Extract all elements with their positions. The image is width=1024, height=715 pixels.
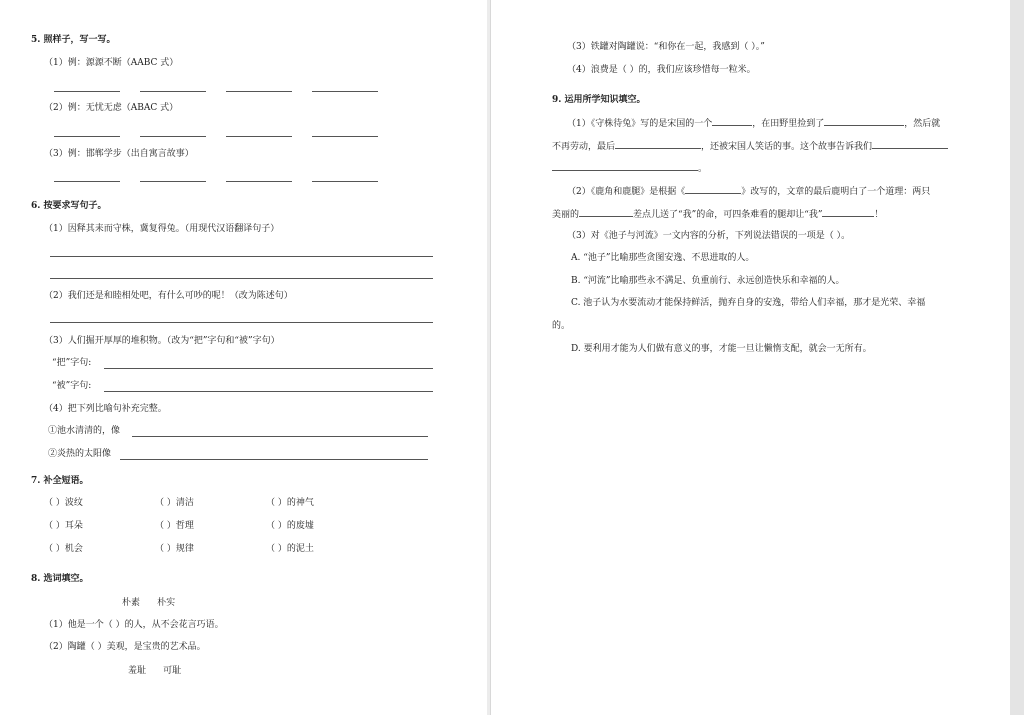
simile-a: ①池水清清的，像 [48, 426, 121, 436]
ba-sentence-label: “把”字句: [52, 358, 92, 368]
answer-line[interactable] [54, 136, 120, 137]
answer-line[interactable] [226, 181, 292, 182]
answer-line[interactable] [226, 91, 292, 92]
q5-example-1: （1）例：源源不断（AABC 式） [44, 58, 179, 68]
option-b[interactable]: B. “河流”比喻那些永不满足、负重前行、永远创造快乐和幸福的人。 [571, 276, 845, 286]
answer-blank[interactable] [615, 139, 701, 149]
answer-blank[interactable] [579, 207, 633, 217]
q9-p1-text: 。 [698, 164, 708, 174]
answer-line[interactable] [104, 391, 433, 392]
q9-part1-line3 [552, 161, 707, 175]
answer-line[interactable] [50, 322, 433, 323]
q8-sentence-3[interactable]: （3）铁罐对陶罐说：“和你在一起，我感到（ ）。” [567, 42, 765, 52]
phrase[interactable]: （ ）机会 [44, 544, 83, 554]
answer-line[interactable] [54, 91, 120, 92]
answer-blank[interactable] [552, 161, 698, 171]
answer-line[interactable] [140, 91, 206, 92]
answer-line[interactable] [120, 459, 428, 460]
answer-line[interactable] [50, 278, 433, 279]
q9-title: 9. 运用所学知识填空。 [552, 95, 646, 105]
word-choices-1: 朴素 朴实 [122, 598, 176, 608]
option-d[interactable]: D. 要利用才能为人们做有意义的事，才能一旦让懒惰支配，就会一无所有。 [571, 344, 872, 354]
phrase[interactable]: （ ）耳朵 [44, 521, 83, 531]
word-choices-2: 羞耻 可耻 [128, 666, 182, 676]
answer-line[interactable] [312, 136, 378, 137]
option-c[interactable]: C. 池子认为水要流动才能保持鲜活，抛弃自身的安逸，带给人们幸福，那才是光荣、幸福 [571, 298, 926, 308]
q9-p2-text: ！ [874, 210, 884, 220]
phrase[interactable]: （ ）清洁 [155, 498, 194, 508]
answer-line[interactable] [312, 91, 378, 92]
q9-p2-text: 》改写的，文章的最后鹿明白了一个道理：两只 [741, 187, 931, 197]
q6-sentence-2: （2）我们还是和睦相处吧，有什么可吵的呢！（改为陈述句） [44, 291, 293, 301]
viewer-margin [1010, 0, 1024, 715]
q9-p1-text: ，还被宋国人笑话的事。这个故事告诉我们 [701, 142, 873, 152]
option-c-cont: 的。 [552, 321, 571, 331]
q9-p2-text: 美丽的 [552, 210, 580, 220]
phrase[interactable]: （ ）波纹 [44, 498, 83, 508]
answer-line[interactable] [226, 136, 292, 137]
q9-part3[interactable]: （3）对《池子与河流》一文内容的分析，下列说法错误的一项是（ ）。 [567, 231, 851, 241]
answer-line[interactable] [312, 181, 378, 182]
answer-blank[interactable] [822, 207, 874, 217]
q9-p1-text: ，然后就 [904, 119, 941, 129]
answer-blank[interactable] [685, 184, 741, 194]
q9-part2-line1 [567, 184, 930, 198]
q9-p1-text: ，在田野里捡到了 [752, 119, 825, 129]
q8-sentence-2[interactable]: （2）陶罐（ ）美观，是宝贵的艺术品。 [44, 642, 206, 652]
answer-blank[interactable] [824, 116, 904, 126]
q6-sentence-3: （3）人们掘开厚厚的堆积物。（改为“把”字句和“被”字句） [44, 336, 280, 346]
q9-part1-line2 [552, 139, 948, 153]
option-a[interactable]: A. “池子”比喻那些贪图安逸、不思进取的人。 [571, 253, 755, 263]
answer-line[interactable] [132, 436, 428, 437]
q8-sentence-1[interactable]: （1）他是一个（ ）的人，从不会花言巧语。 [44, 620, 224, 630]
q8-sentence-4[interactable]: （4）浪费是（ ）的，我们应该珍惜每一粒米。 [567, 65, 756, 75]
right-page [490, 0, 1011, 715]
phrase[interactable]: （ ）的泥土 [266, 544, 314, 554]
q9-p2-text: （2）《鹿角和鹿腿》是根据《 [567, 187, 686, 197]
left-page [0, 0, 487, 715]
phrase[interactable]: （ ）规律 [155, 544, 194, 554]
bei-sentence-label: “被”字句: [52, 381, 92, 391]
q9-p1-text: （1）《守株待兔》写的是宋国的一个 [567, 119, 713, 129]
q6-sentence-1: （1）因释其耒而守株，冀复得兔。（用现代汉语翻译句子） [44, 224, 280, 234]
q9-part1-line1 [567, 116, 940, 130]
q5-example-2: （2）例：无忧无虑（ABAC 式） [44, 103, 179, 113]
answer-line[interactable] [54, 181, 120, 182]
phrase[interactable]: （ ）哲理 [155, 521, 194, 531]
q8-title: 8. 选词填空。 [31, 574, 89, 584]
q6-sentence-4: （4）把下列比喻句补充完整。 [44, 404, 167, 414]
q5-title: 5. 照样子，写一写。 [31, 35, 116, 45]
answer-line[interactable] [140, 181, 206, 182]
q9-p1-text: 不再劳动，最后 [552, 142, 616, 152]
answer-blank[interactable] [712, 116, 752, 126]
q5-example-3: （3）例：邯郸学步（出自寓言故事） [44, 149, 194, 159]
q9-part2-line2 [552, 207, 883, 221]
simile-b: ②炎热的太阳像 [48, 449, 112, 459]
answer-line[interactable] [50, 256, 433, 257]
phrase[interactable]: （ ）的废墟 [266, 521, 314, 531]
q9-p2-text: 差点儿送了“我”的命，可四条难看的腿却让“我” [633, 210, 823, 220]
answer-blank[interactable] [872, 139, 948, 149]
phrase[interactable]: （ ）的神气 [266, 498, 314, 508]
q7-title: 7. 补全短语。 [31, 476, 89, 486]
q6-title: 6. 按要求写句子。 [31, 201, 107, 211]
answer-line[interactable] [140, 136, 206, 137]
answer-line[interactable] [104, 368, 433, 369]
